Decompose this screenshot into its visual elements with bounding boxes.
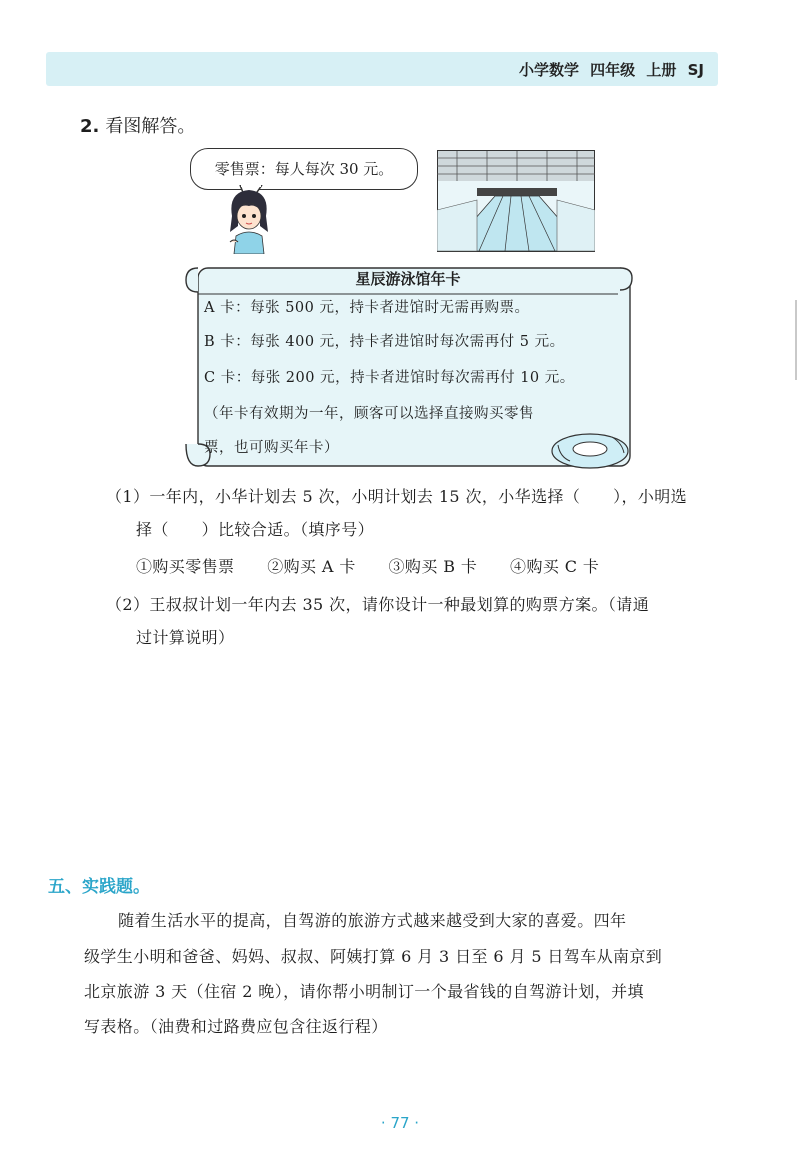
swim-ring-icon: [548, 427, 632, 471]
sub-question-1-line-1: （1）一年内，小华计划去 5 次，小明计划去 15 次，小华选择（ ），小明选: [106, 487, 688, 506]
card-note-line-2: 票，也可购买年卡）: [204, 440, 339, 456]
section-5-line-2: 级学生小明和爸爸、妈妈、叔叔、阿姨打算 6 月 3 日至 6 月 5 日驾车从南京到: [84, 947, 663, 966]
card-title: 星辰游泳馆年卡: [355, 270, 461, 288]
section-5-line-1: 随着生活水平的提高，自驾游的旅游方式越来越受到大家的喜爱。四年: [118, 911, 627, 930]
section-5-heading: 五、实践题。: [48, 877, 150, 897]
sub-question-2-line-1: （2）王叔叔计划一年内去 35 次，请你设计一种最划算的购票方案。（请通: [106, 595, 650, 614]
page-edge: [795, 300, 797, 380]
section-5-line-4: 写表格。（油费和过路费应包含往返行程）: [84, 1017, 388, 1036]
sub-question-2-line-2: 过计算说明）: [136, 628, 235, 647]
card-line-b: B 卡：每张 400 元，持卡者进馆时每次需再付 5 元。: [204, 334, 565, 350]
card-note-line-1: （年卡有效期为一年，顾客可以选择直接购买零售: [204, 406, 534, 422]
header-band: [46, 52, 718, 86]
swimming-pool-illustration: [437, 150, 595, 252]
question-number: 2.: [80, 116, 100, 137]
sub-question-1-options: ①购买零售票 ②购买 A 卡 ③购买 B 卡 ④购买 C 卡: [136, 557, 600, 576]
card-line-c: C 卡：每张 200 元，持卡者进馆时每次需再付 10 元。: [204, 370, 575, 386]
question-title-text: 看图解答。: [105, 116, 196, 137]
page-number: · 77 ·: [380, 1114, 420, 1132]
question-2-title: [80, 112, 195, 138]
card-line-a: A 卡：每张 500 元，持卡者进馆时无需再购票。: [204, 300, 530, 316]
girl-illustration: [224, 186, 274, 254]
header-text: 小学数学 四年级 上册 SJ: [518, 61, 704, 79]
speech-bubble: 零售票：每人每次 30 元。: [190, 148, 418, 190]
sub-question-1-line-2: 择（ ）比较合适。（填序号）: [136, 520, 375, 539]
section-5-line-3: 北京旅游 3 天（住宿 2 晚），请你帮小明制订一个最省钱的自驾游计划，并填: [84, 982, 644, 1001]
